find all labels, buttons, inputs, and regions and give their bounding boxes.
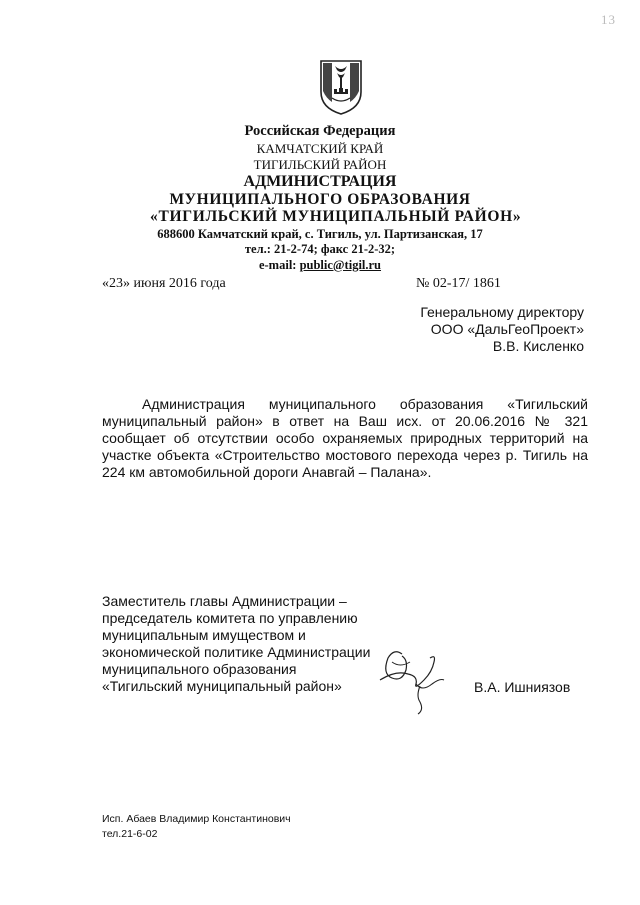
signer-line: «Тигильский муниципальный район» [102, 678, 342, 694]
coat-of-arms-icon [318, 58, 364, 116]
letterhead [150, 123, 522, 272]
region-name: КАМЧАТСКИЙ КРАЙ [256, 140, 384, 156]
addressee-position: Генеральному директору [420, 304, 584, 320]
signer-line: экономической политике Администрации [102, 644, 371, 660]
addressee-name: В.В. Кисленко [492, 338, 584, 354]
addressee-company: ООО «ДальГеоПроект» [430, 321, 584, 337]
signer-line: председатель комитета по управлению [102, 610, 358, 626]
email-line [150, 259, 490, 272]
signer-line: муниципального образования [102, 661, 297, 677]
letter-body [102, 396, 588, 481]
executor-phone: тел.21-6-02 [102, 828, 158, 840]
page-number: 13 [601, 12, 616, 27]
district-name: ТИГИЛЬСКИЙ РАЙОН [253, 156, 387, 172]
letter-date: «23» июня 2016 года [102, 276, 226, 291]
letter-number: № 02-17/ 1861 [416, 276, 501, 291]
email-label: e-mail: [258, 257, 297, 272]
municipality-name: «ТИГИЛЬСКИЙ МУНИЦИПАЛЬНЫЙ РАЙОН» [150, 208, 522, 225]
executor-block [102, 812, 291, 842]
body-paragraph: Администрация муниципального образования «Тигильский муниципальный район» в ответ на Ваш исх. от 20.06.2016 № 321 сообщает об отсутствии особо охраняемых природных территорий на участке объекта «Строительство мостового перехода через р. Тигиль на 224 км автомобильной дороги Анавгай – Палана». [102, 396, 588, 480]
phone-fax: тел.: 21-2-74; факс 21-2-32; [244, 242, 396, 256]
signer-block [102, 593, 370, 695]
signer-line: Заместитель главы Администрации – [102, 593, 347, 609]
handwritten-signature-icon [372, 640, 452, 716]
executor-name: Исп. Абаев Владимир Константинович [102, 813, 291, 825]
municipality-title: МУНИЦИПАЛЬНОГО ОБРАЗОВАНИЯ [169, 190, 471, 208]
email-link[interactable]: public@tigil.ru [299, 257, 382, 272]
administration-title: АДМИНИСТРАЦИЯ [243, 172, 397, 190]
signer-name: В.А. Ишниязов [474, 679, 571, 695]
country-name: Российская Федерация [244, 123, 396, 139]
postal-address: 688600 Камчатский край, с. Тигиль, ул. Партизанская, 17 [157, 226, 483, 241]
addressee-block [420, 304, 584, 355]
signer-line: муниципальным имуществом и [102, 627, 306, 643]
